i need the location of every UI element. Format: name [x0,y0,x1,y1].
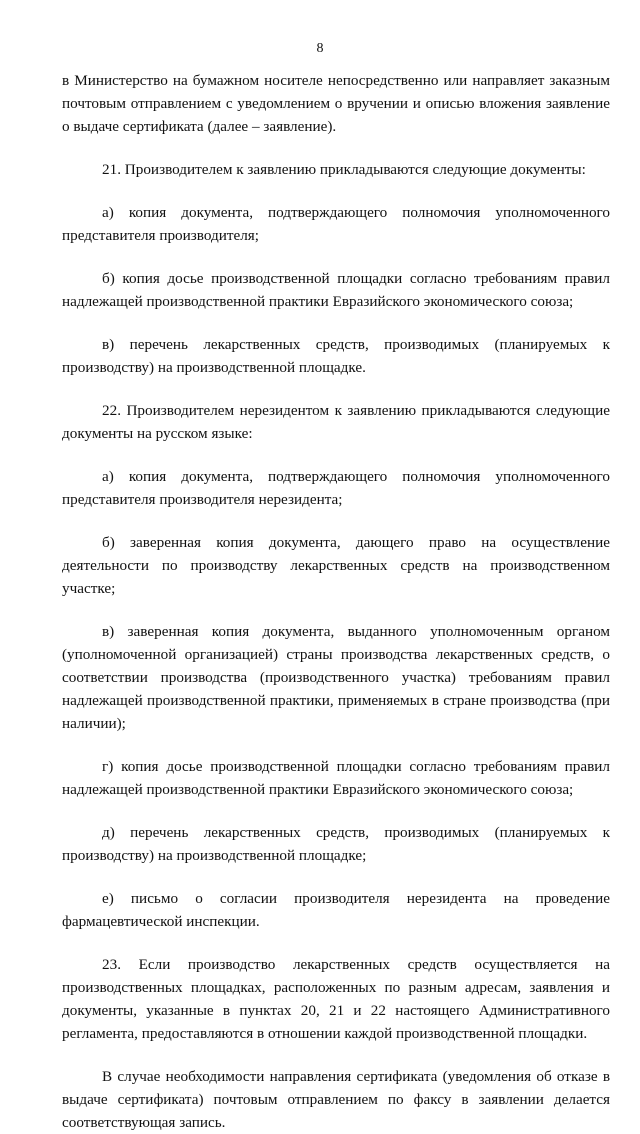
page-number: 8 [316,41,324,56]
paragraph-item-22: 22. Производителем нерезидентом к заявлению прикладываются следующие документы на русском языке: [62,402,610,442]
paragraph-gap [62,138,610,158]
document-body [62,69,610,1134]
paragraph-gap [62,445,610,465]
paragraph-item-22e: е) письмо о согласии производителя нерезидента на проведение фармацевтической инспекции. [62,890,610,930]
paragraph-gap [62,933,610,953]
paragraph-gap [62,379,610,399]
paragraph-gap [62,313,610,333]
paragraph-item-21b: б) копия досье производственной площадки согласно требованиям правил надлежащей производственной практики Евразийского экономического союза; [62,270,610,310]
paragraph-gap [62,735,610,755]
paragraph-gap [62,247,610,267]
paragraph-item-22a: а) копия документа, подтверждающего полномочия уполномоченного представителя производителя нерезидента; [62,468,610,508]
paragraph-item-22d: д) перечень лекарственных средств, производимых (планируемых к производству) на производственной площадке; [62,824,610,864]
paragraph-item-22v: в) заверенная копия документа, выданного уполномоченным органом (уполномоченной организацией) страны производства лекарственных средств, о соответствии производства (производственного участка) требованиям правил надлежащей производственной практики, применяемых в стране производства (при наличии); [62,623,610,732]
paragraph-gap [62,600,610,620]
paragraph-gap [62,511,610,531]
paragraph-item-21v: в) перечень лекарственных средств, производимых (планируемых к производству) на производственной площадке. [62,336,610,376]
paragraph-item-21a: а) копия документа, подтверждающего полномочия уполномоченного представителя производителя; [62,204,610,244]
paragraph-gap [62,181,610,201]
paragraph-item-21: 21. Производителем к заявлению прикладываются следующие документы: [102,161,586,178]
paragraph-gap [62,801,610,821]
paragraph-final-note: В случае необходимости направления сертификата (уведомления об отказе в выдаче сертификата) почтовым отправлением по факсу в заявлении делается соответствующая запись. [62,1068,610,1131]
paragraph-gap [62,1045,610,1065]
paragraph-item-23: 23. Если производство лекарственных средств осуществляется на производственных площадках, расположенных по разным адресам, заявления и документы, указанные в пунктах 20, 21 и 22 настоящего Административного регламента, предоставляются в отношении каждой производственной площадки. [62,956,610,1042]
paragraph-item-22g: г) копия досье производственной площадки согласно требованиям правил надлежащей производственной практики Евразийского экономического союза; [62,758,610,798]
paragraph-item-22b: б) заверенная копия документа, дающего право на осуществление деятельности по производству лекарственных средств на производственном участке; [62,534,610,597]
paragraph-continuation: в Министерство на бумажном носителе непосредственно или направляет заказным почтовым отправлением с уведомлением о вручении и описью вложения заявление о выдаче сертификата (далее – заявление). [62,72,610,135]
paragraph-gap [62,867,610,887]
